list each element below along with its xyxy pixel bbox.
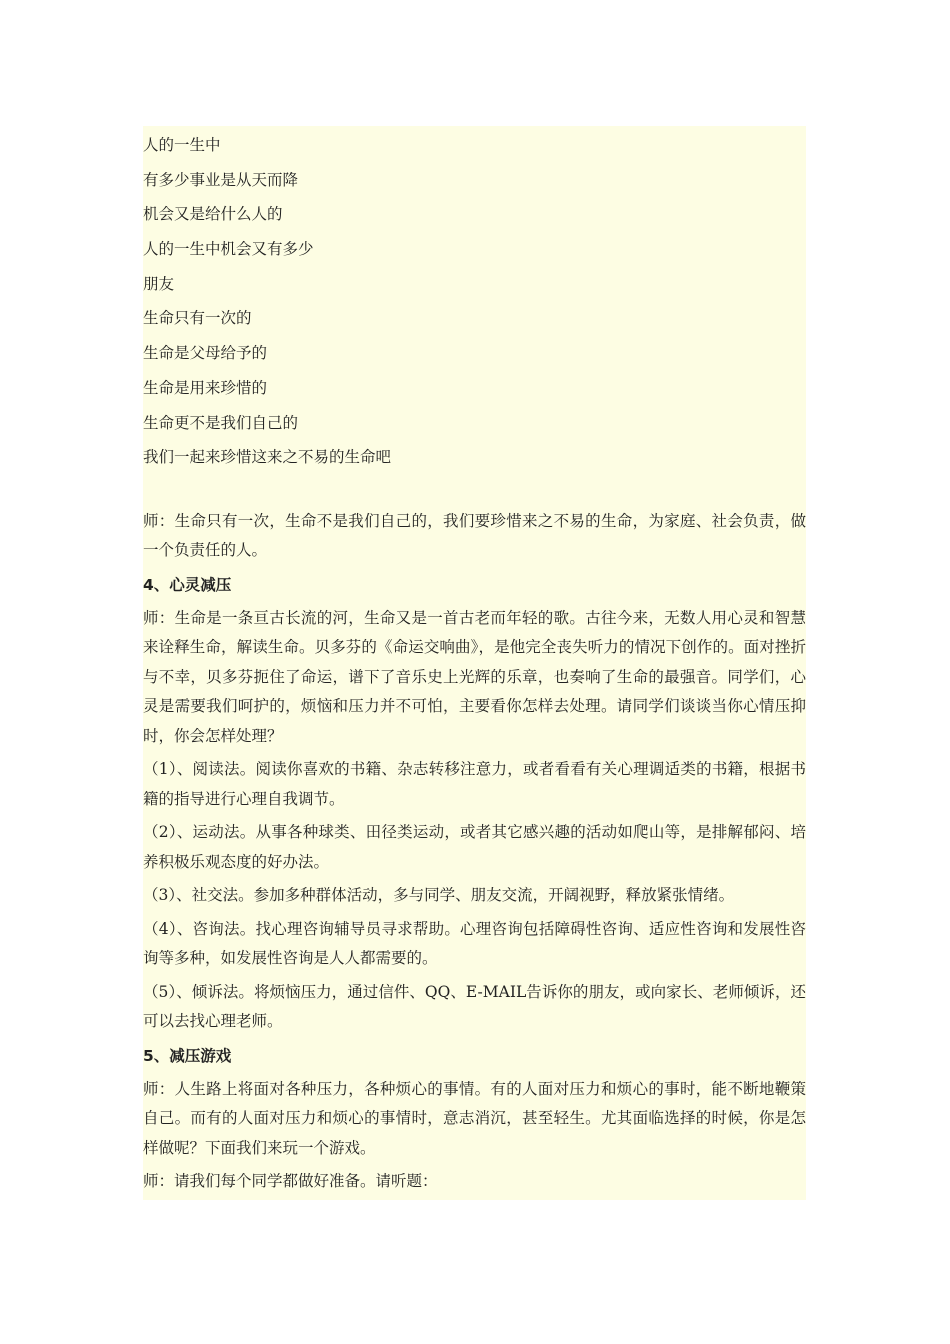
teacher-summary: 师：生命只有一次，生命不是我们自己的，我们要珍惜来之不易的生命，为家庭、社会负责，做一个负责任的人。 xyxy=(143,511,806,560)
poem-line: 生命更不是我们自己的 xyxy=(143,413,299,432)
poem-line: 机会又是给什么人的 xyxy=(143,205,283,224)
document-body xyxy=(143,126,806,1200)
section5-prompt: 师：请我们每个同学都做好准备。请听题： xyxy=(143,1172,438,1191)
poem-line: 有多少事业是从天而降 xyxy=(143,170,299,189)
poem-line: 生命是用来珍惜的 xyxy=(143,378,268,397)
section5-heading: 5、减压游戏 xyxy=(143,1046,232,1065)
poem-line: 人的一生中 xyxy=(143,136,221,154)
poem-line: 生命是父母给予的 xyxy=(143,344,268,363)
method-item: （4）、咨询法。找心理咨询辅导员寻求帮助。心理咨询包括障碍性咨询、适应性咨询和发展性咨询等多种，如发展性咨询是人人都需要的。 xyxy=(143,919,806,968)
section4-heading: 4、心灵减压 xyxy=(143,575,232,594)
poem-line: 人的一生中机会又有多少 xyxy=(143,240,314,259)
method-item: （3）、社交法。参加多种群体活动，多与同学、朋友交流，开阔视野，释放紧张情绪。 xyxy=(143,886,735,905)
poem-line: 我们一起来珍惜这来之不易的生命吧 xyxy=(143,448,392,467)
poem-line: 生命只有一次的 xyxy=(143,309,252,328)
spacer xyxy=(143,477,806,507)
section4-intro: 师：生命是一条亘古长流的河，生命又是一首古老而年轻的歌。古往今来，无数人用心灵和智慧来诠释生命，解读生命。贝多芬的《命运交响曲》，是他完全丧失听力的情况下创作的。面对挫折与不幸，贝多芬扼住了命运，谱下了音乐史上光辉的乐章，也奏响了生命的最强音。同学们，心灵是需要我们呵护的，烦恼和压力并不可怕，主要看你怎样去处理。请同学们谈谈当你心情压抑时，你会怎样处理？ xyxy=(143,608,806,745)
method-item: （5）、倾诉法。将烦恼压力，通过信件、QQ、E-MAIL告诉你的朋友，或向家长、老师倾诉，还可以去找心理老师。 xyxy=(143,982,806,1031)
section5-intro: 师：人生路上将面对各种压力，各种烦心的事情。有的人面对压力和烦心的事时，能不断地鞭策自己。而有的人面对压力和烦心的事情时，意志消沉，甚至轻生。尤其面临选择的时候，你是怎样做呢？下面我们来玩一个游戏。 xyxy=(143,1079,806,1157)
poem-line: 朋友 xyxy=(143,274,175,293)
method-item: （1）、阅读法。阅读你喜欢的书籍、杂志转移注意力，或者看看有关心理调适类的书籍，根据书籍的指导进行心理自我调节。 xyxy=(143,760,806,808)
method-item: （2）、运动法。从事各种球类、田径类运动，或者其它感兴趣的活动如爬山等，是排解郁闷、培养积极乐观态度的好办法。 xyxy=(143,823,806,871)
